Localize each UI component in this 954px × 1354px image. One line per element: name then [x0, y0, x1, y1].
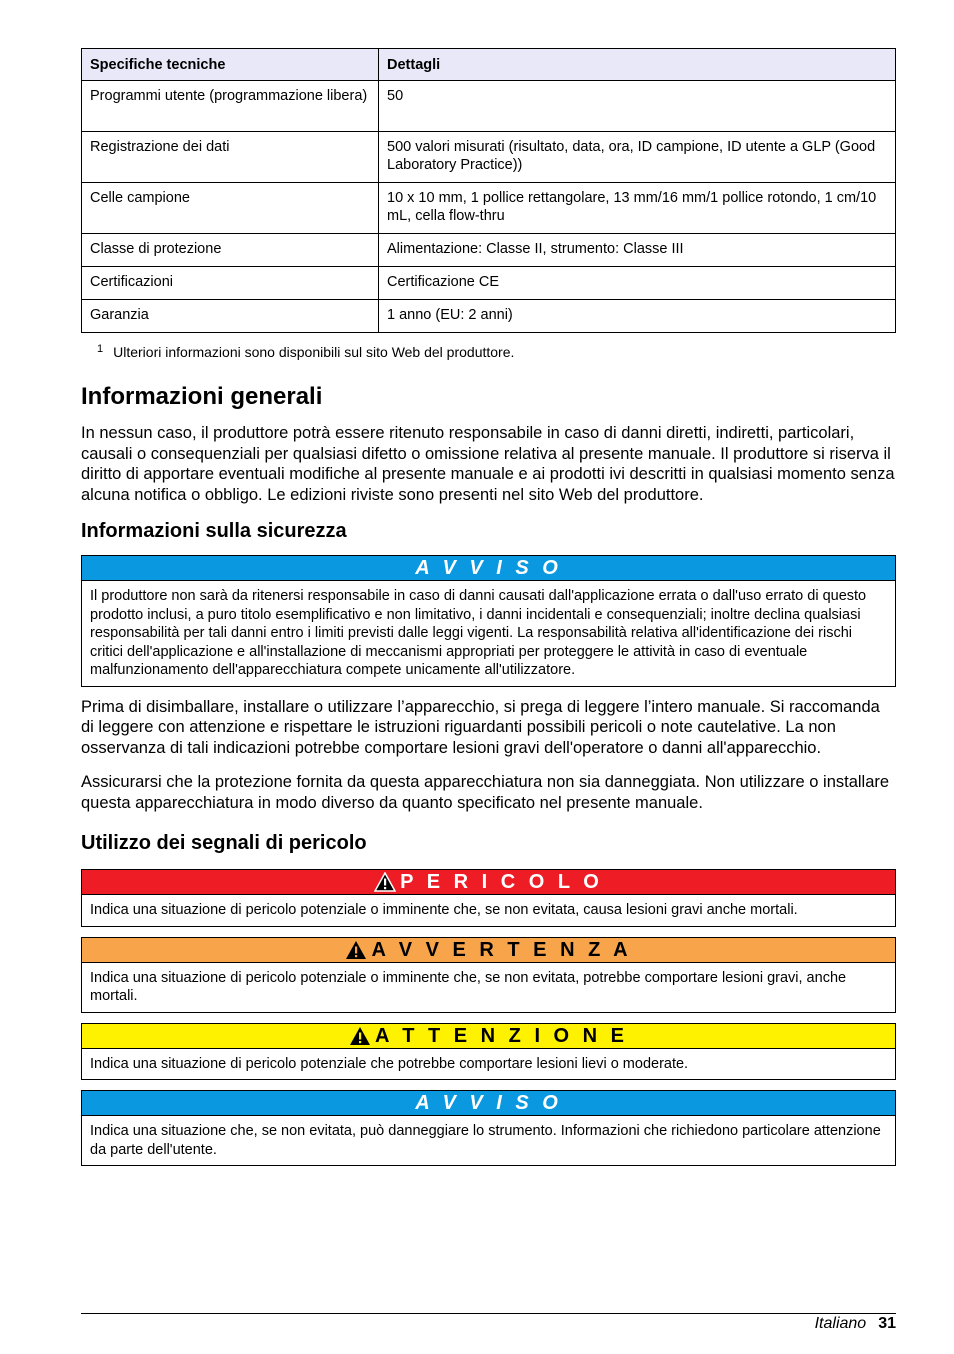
table-row — [82, 300, 896, 333]
danger-header — [82, 870, 895, 895]
table-cell: Classe di protezione — [82, 234, 379, 267]
column-header: Specifiche tecniche — [82, 49, 379, 81]
notice-box — [81, 555, 896, 687]
section-title-safety: Informazioni sulla sicurezza — [81, 520, 347, 542]
table-row — [82, 132, 896, 183]
footnote-text: Ulteriori informazioni sono disponibili sul sito Web del produttore. — [113, 344, 515, 360]
warning-triangle-icon — [345, 940, 367, 960]
table-cell: Programmi utente (programmazione libera) — [82, 81, 379, 132]
warning-header — [82, 938, 895, 963]
table-row — [82, 267, 896, 300]
warning-triangle-icon — [374, 872, 396, 892]
warning-triangle-icon — [349, 1026, 371, 1046]
table-cell: Certificazioni — [82, 267, 379, 300]
caution-box — [81, 1023, 896, 1081]
table-cell: Registrazione dei dati — [82, 132, 379, 183]
page-number: 31 — [878, 1315, 896, 1332]
warning-label: A V V E R T E N Z A — [371, 938, 632, 961]
table-cell: 1 anno (EU: 2 anni) — [379, 300, 896, 333]
table-cell: Celle campione — [82, 183, 379, 234]
notice-signal-header — [82, 1091, 895, 1116]
danger-box — [81, 869, 896, 927]
table-footnote — [97, 343, 896, 361]
table-header-row — [82, 49, 896, 81]
safety-paragraph-1: Prima di disimballare, installare o utilizzare l’apparecchio, si prega di leggere l’intero manuale. Si raccomanda di leggere con attenzione e rispettare le istruzioni riguardanti possibili pericoli o note cautelative. La non osservanza di tali indicazioni potrebbe comportare lesioni gravi dell'operatore o danni all'apparecchio. — [81, 697, 880, 757]
notice-box-signal — [81, 1090, 896, 1166]
table-row — [82, 81, 896, 132]
table-cell: 500 valori misurati (risultato, data, ora, ID campione, ID utente a GLP (Good Laboratory Practice)) — [379, 132, 896, 183]
general-paragraph: In nessun caso, il produttore potrà essere ritenuto responsabile in caso di danni diretti, indiretti, particolari, causali o consequenziali per qualsiasi difetto o omissione relativa al presente manuale. Il produttore si riserva il diritto di apportare eventuali modifiche al presente manuale e ai prodotti ivi descritti in qualsiasi momento senza alcuna notifica o obbligo. Le edizioni riviste sono presenti nel sito Web del produttore. — [81, 424, 895, 504]
specifications-table — [81, 48, 896, 333]
section-title-general: Informazioni generali — [81, 383, 323, 410]
table-row — [82, 183, 896, 234]
table-row — [82, 234, 896, 267]
notice-header — [82, 556, 895, 581]
page-footer — [81, 1313, 896, 1334]
table-cell: Alimentazione: Classe II, strumento: Classe III — [379, 234, 896, 267]
footer-language: Italiano — [814, 1315, 867, 1332]
table-cell: Certificazione CE — [379, 267, 896, 300]
warning-box — [81, 937, 896, 1013]
safety-paragraph-2: Assicurarsi che la protezione fornita da questa apparecchiatura non sia danneggiata. Non utilizzare o installare questa apparecchiatura in modo diverso da quanto specificato nel presente manuale. — [81, 773, 890, 812]
table-cell: 10 x 10 mm, 1 pollice rettangolare, 13 mm/16 mm/1 pollice rotondo, 1 cm/10 mL, cella flow-thru — [379, 183, 896, 234]
notice-text: Il produttore non sarà da ritenersi responsabile in caso di danni causati dall'applicazione errata o dall'uso errato di questo prodotto inclusi, a puro titolo esemplificativo e non limitativo, i danni incidentali e consequenziali; inoltre declina qualsiasi responsabilità per tali danni entro i limiti previsti dalle leggi vigenti. La responsabilità relativa all'identificazione dei rischi critici dell'applicazione e all'installazione di meccanismi appropriati per proteggere le attività in caso di eventuale malfunzionamento dell'apparecchiatura compete unicamente all'utilizzatore. — [90, 588, 867, 678]
caution-label: A T T E N Z I O N E — [374, 1024, 629, 1047]
manual-page — [81, 48, 896, 1176]
section-title-signals: Utilizzo dei segnali di pericolo — [81, 832, 367, 854]
notice-signal-label: A V V I S O — [415, 1092, 562, 1114]
danger-text: Indica una situazione di pericolo potenziale o imminente che, se non evitata, causa lesioni gravi anche mortali. — [90, 902, 798, 918]
danger-label: P E R I C O L O — [400, 871, 603, 893]
warning-text: Indica una situazione di pericolo potenziale o imminente che, se non evitata, potrebbe comportare lesioni gravi, anche mortali. — [90, 969, 847, 1004]
notice-signal-text: Indica una situazione che, se non evitata, può danneggiare lo strumento. Informazioni che richiedono particolare attenzione da parte dell'utente. — [90, 1123, 881, 1158]
caution-text: Indica una situazione di pericolo potenziale che potrebbe comportare lesioni lievi o moderate. — [90, 1055, 689, 1072]
footnote-marker: 1 — [97, 343, 104, 355]
table-cell: 50 — [379, 81, 896, 132]
caution-header — [82, 1024, 895, 1049]
notice-label: A V V I S O — [415, 557, 562, 579]
table-cell: Garanzia — [82, 300, 379, 333]
column-header: Dettagli — [379, 49, 896, 81]
